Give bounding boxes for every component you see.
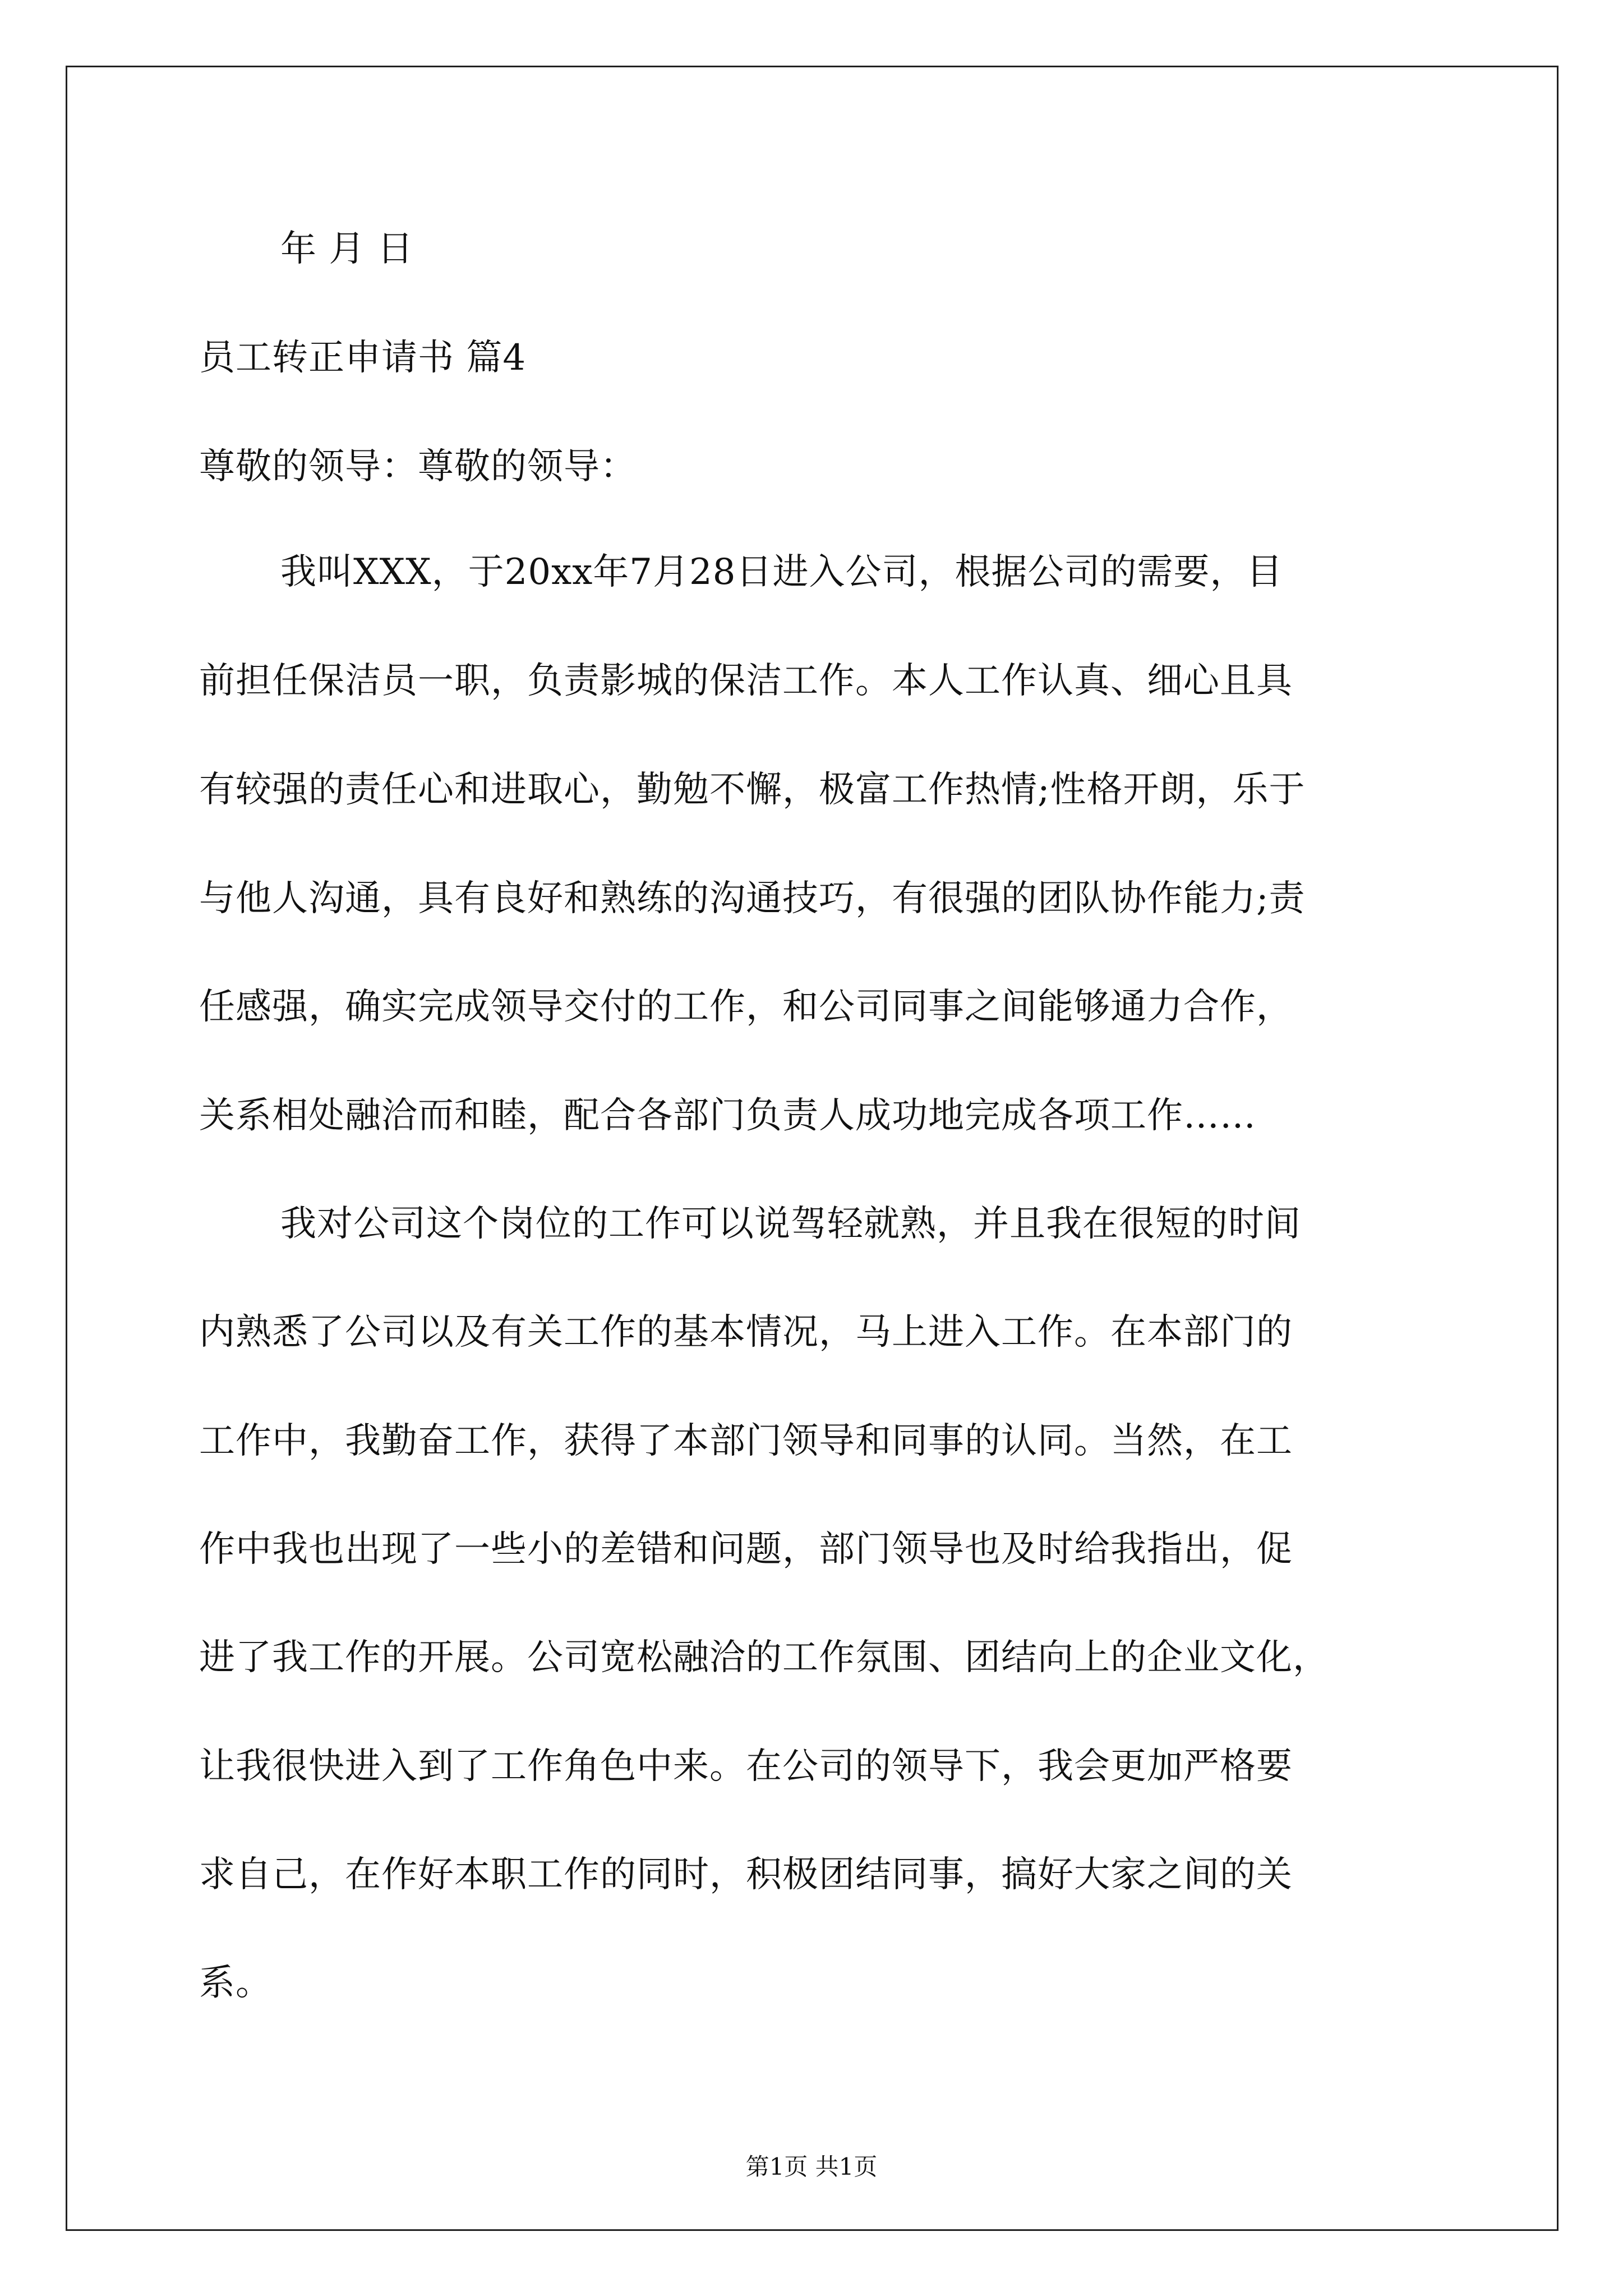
paragraph2-line: 求自己，在作好本职工作的同时，积极团结同事，搞好大家之间的关: [199, 1854, 1293, 1895]
salutation: 尊敬的领导：尊敬的领导：: [199, 446, 637, 487]
paragraph1-line: 前担任保洁员一职，负责影城的保洁工作。本人工作认真、细心且具: [199, 660, 1293, 702]
date-line: 年 月 日: [280, 228, 414, 270]
paragraph2-line: 系。: [199, 1962, 272, 2004]
paragraph1-line: 任感强，确实完成领导交付的工作，和公司同事之间能够通力合作，: [199, 986, 1293, 1028]
paragraph1-line: 与他人沟通，具有良好和熟练的沟通技巧，有很强的团队协作能力;责: [199, 878, 1306, 919]
paragraph1-line: 关系相处融洽而和睦，配合各部门负责人成功地完成各项工作……: [199, 1095, 1256, 1137]
paragraph1-line: 我叫XXX，于20xx年7月28日进入公司，根据公司的需要，目: [280, 551, 1283, 593]
paragraph1-line: 有较强的责任心和进取心，勤勉不懈，极富工作热情;性格开朗，乐于: [199, 769, 1306, 811]
paragraph2-line: 内熟悉了公司以及有关工作的基本情况，马上进入工作。在本部门的: [199, 1312, 1293, 1353]
paragraph2-line: 工作中，我勤奋工作，获得了本部门领导和同事的认同。当然，在工: [199, 1420, 1293, 1462]
page-border: [66, 66, 1559, 2231]
paragraph2-line: 作中我也出现了一些小的差错和问题，部门领导也及时给我指出，促: [199, 1529, 1293, 1570]
paragraph2-line: 我对公司这个岗位的工作可以说驾轻就熟，并且我在很短的时间: [280, 1203, 1301, 1245]
paragraph2-line: 进了我工作的开展。公司宽松融洽的工作氛围、团结向上的企业文化，: [199, 1637, 1329, 1678]
document-title: 员工转正申请书 篇4: [199, 337, 527, 379]
paragraph2-line: 让我很快进入到了工作角色中来。在公司的领导下，我会更加严格要: [199, 1746, 1293, 1787]
page-footer: 第1页 共1页: [745, 2153, 878, 2180]
